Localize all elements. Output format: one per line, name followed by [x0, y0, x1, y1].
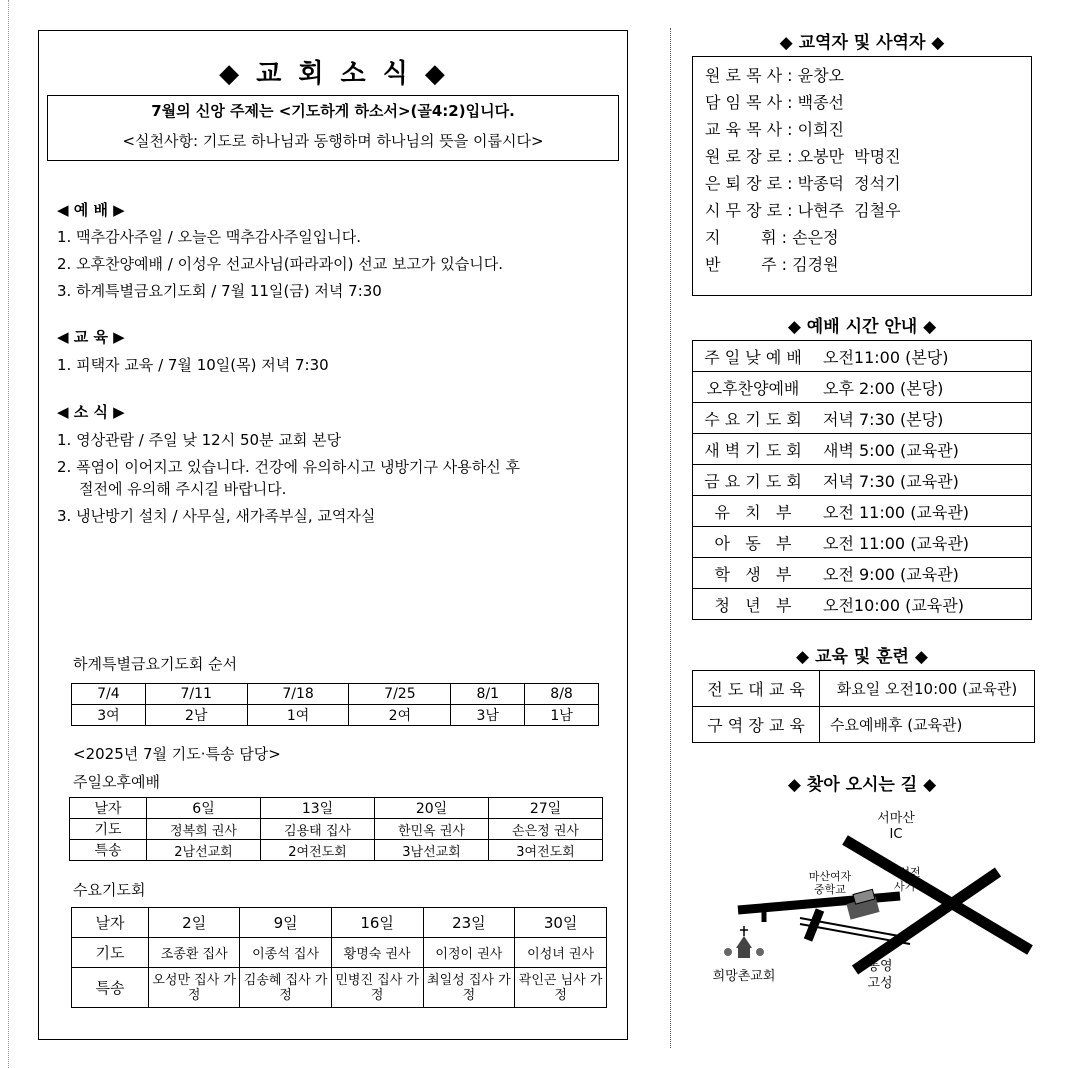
prayer-group: 2남	[145, 705, 247, 726]
cell: 민병진 집사 가정	[331, 968, 423, 1008]
worship-item-3: 3. 하계특별금요기도회 / 7월 11일(금) 저녁 7:30	[57, 282, 382, 300]
prayer-date: 7/18	[247, 684, 349, 705]
worship-heading: ◀ 예 배 ▶	[57, 201, 125, 219]
service-time: 오후 2:00 (본당)	[813, 372, 1032, 403]
directions-map	[700, 800, 1040, 1000]
cell: 이정이 권사	[423, 938, 515, 968]
wednesday-duty-title: 수요기도회	[73, 881, 146, 899]
wednesday-duty-table	[71, 907, 607, 1008]
staff-row: 원 로 목 사 : 윤창오	[705, 66, 845, 85]
directions-title: ◆ 찾아 오시는 길 ◆	[787, 775, 937, 795]
cell: 3남선교회	[375, 840, 489, 861]
theme-line-1: 7월의 신앙 주제는 <기도하게 하소서>(골4:2)입니다.	[151, 102, 515, 120]
sunday-duty-table	[69, 797, 603, 861]
staff-row: 담 임 목 사 : 백종선	[705, 93, 845, 112]
service-times-table	[692, 340, 1032, 620]
service-times-title: ◆ 예배 시간 안내 ◆	[787, 317, 937, 337]
training-time: 화요일 오전10:00 (교육관)	[820, 671, 1035, 707]
service-time: 오전 11:00 (교육관)	[813, 496, 1032, 527]
cell: 2일	[149, 908, 240, 938]
prayer-group: 2여	[349, 705, 451, 726]
cell: 2남선교회	[147, 840, 261, 861]
label-tongyeong-2: 고성	[867, 976, 893, 991]
prayer-date: 8/1	[451, 684, 525, 705]
prayer-date: 7/11	[145, 684, 247, 705]
news-item-2: 2. 폭염이 이어지고 있습니다. 건강에 유의하시고 냉방기구 사용하신 후	[57, 458, 520, 476]
page-edge-divider	[0, 0, 9, 1068]
cell: 이종석 집사	[240, 938, 331, 968]
cell: 김송혜 집사 가정	[240, 968, 331, 1008]
service-time: 오전11:00 (본당)	[813, 341, 1032, 372]
cell: 최일성 집사 가정	[423, 968, 515, 1008]
prayer-date: 7/25	[349, 684, 451, 705]
news-item-3: 3. 냉난방기 설치 / 사무실, 새가족부실, 교역자실	[57, 507, 376, 525]
theme-line-2: <실천사항: 기도로 하나님과 동행하며 하나님의 뜻을 이룹시다>	[122, 132, 544, 150]
church-news-panel	[38, 30, 628, 1040]
news-item-1: 1. 영상관람 / 주일 낮 12시 50분 교회 본당	[57, 431, 342, 449]
cell: 6일	[147, 798, 261, 819]
cell: 날자	[70, 798, 147, 819]
cell: 30일	[515, 908, 607, 938]
news-title: ◆ 교 회 소 식 ◆	[219, 59, 449, 89]
staff-title: ◆ 교역자 및 사역자 ◆	[779, 33, 945, 53]
cell: 한민옥 권사	[375, 819, 489, 840]
staff-row: 교 육 목 사 : 이희진	[705, 120, 845, 139]
cell: 기도	[70, 819, 147, 840]
cell: 특송	[70, 840, 147, 861]
staff-row: 반 주 : 김경원	[705, 255, 839, 274]
training-title: ◆ 교육 및 훈련 ◆	[796, 647, 928, 667]
service-time: 저녁 7:30 (본당)	[813, 403, 1032, 434]
education-heading: ◀ 교 육 ▶	[57, 328, 125, 346]
cell: 3여전도회	[489, 840, 603, 861]
monthly-theme-box	[47, 95, 619, 161]
training-time: 수요예배후 (교육관)	[820, 707, 1035, 743]
staff-row: 시 무 장 로 : 나현주 김철우	[705, 201, 901, 220]
service-name: 아 동 부	[693, 527, 814, 558]
staff-row: 은 퇴 장 로 : 박종덕 정석기	[705, 174, 901, 193]
worship-item-2: 2. 오후찬양예배 / 이성우 선교사님(파라과이) 선교 보고가 있습니다.	[57, 255, 503, 273]
label-cross-1: 석전	[899, 866, 921, 879]
cell: 13일	[261, 798, 375, 819]
service-time: 오전 9:00 (교육관)	[813, 558, 1032, 589]
cell: 20일	[375, 798, 489, 819]
cell: 이성녀 권사	[515, 938, 607, 968]
service-time: 오전 11:00 (교육관)	[813, 527, 1032, 558]
prayer-group: 3남	[451, 705, 525, 726]
cell: 16일	[331, 908, 423, 938]
label-ic-2: IC	[889, 827, 903, 842]
staff-box	[692, 56, 1032, 296]
prayer-group: 1여	[247, 705, 349, 726]
cell: 김용태 집사	[261, 819, 375, 840]
worship-item-1: 1. 맥추감사주일 / 오늘은 맥추감사주일입니다.	[57, 228, 362, 246]
label-cross-2: 사거리	[894, 880, 926, 893]
prayer-group: 3여	[72, 705, 146, 726]
service-time: 새벽 5:00 (교육관)	[813, 434, 1032, 465]
service-time: 오전10:00 (교육관)	[813, 589, 1032, 620]
road-short	[808, 910, 820, 940]
service-time: 저녁 7:30 (교육관)	[813, 465, 1032, 496]
duty-title: <2025년 7월 기도·특송 담당>	[73, 745, 281, 763]
training-name: 구 역 장 교 육	[693, 707, 820, 743]
prayer-date: 7/4	[72, 684, 146, 705]
prayer-group: 1남	[525, 705, 599, 726]
service-name: 수 요 기 도 회	[693, 403, 814, 434]
education-item-1: 1. 피택자 교육 / 7월 10일(목) 저녁 7:30	[57, 356, 329, 374]
label-church: 희망촌교회	[712, 969, 776, 984]
cell: 9일	[240, 908, 331, 938]
church-icon	[724, 926, 764, 958]
label-ic-1: 서마산	[877, 811, 915, 826]
label-school-2: 중학교	[814, 883, 846, 896]
staff-row: 원 로 장 로 : 오봉만 박명진	[705, 147, 901, 166]
news-heading: ◀ 소 식 ▶	[57, 403, 125, 421]
training-table	[692, 670, 1035, 743]
training-name: 전 도 대 교 육	[693, 671, 820, 707]
cell: 오성만 집사 가정	[149, 968, 240, 1008]
staff-row: 지 휘 : 손은정	[705, 228, 839, 247]
service-name: 금 요 기 도 회	[693, 465, 814, 496]
service-name: 학 생 부	[693, 558, 814, 589]
cell: 황명숙 권사	[331, 938, 423, 968]
cell: 2여전도회	[261, 840, 375, 861]
summer-prayer-table	[71, 683, 599, 726]
service-name: 오후찬양예배	[693, 372, 814, 403]
cell: 곽인곤 님사 가정	[515, 968, 607, 1008]
cell: 손은정 권사	[489, 819, 603, 840]
cell: 기도	[72, 938, 149, 968]
cell: 조종환 집사	[149, 938, 240, 968]
cell: 27일	[489, 798, 603, 819]
cell: 특송	[72, 968, 149, 1008]
service-name: 유 치 부	[693, 496, 814, 527]
service-name: 주 일 낮 예 배	[693, 341, 814, 372]
prayer-date: 8/8	[525, 684, 599, 705]
service-name: 새 벽 기 도 회	[693, 434, 814, 465]
cell: 23일	[423, 908, 515, 938]
cell: 정복희 권사	[147, 819, 261, 840]
label-school-1: 마산여자	[808, 870, 852, 883]
sunday-duty-title: 주일오후예배	[73, 773, 160, 791]
cell: 날자	[72, 908, 149, 938]
service-name: 청 년 부	[693, 589, 814, 620]
label-tongyeong-1: 통영	[867, 959, 893, 974]
summer-prayer-title: 하계특별금요기도회 순서	[73, 655, 238, 673]
column-divider	[670, 28, 671, 1048]
news-item-2-cont: 절전에 유의해 주시길 바랍니다.	[79, 480, 287, 498]
